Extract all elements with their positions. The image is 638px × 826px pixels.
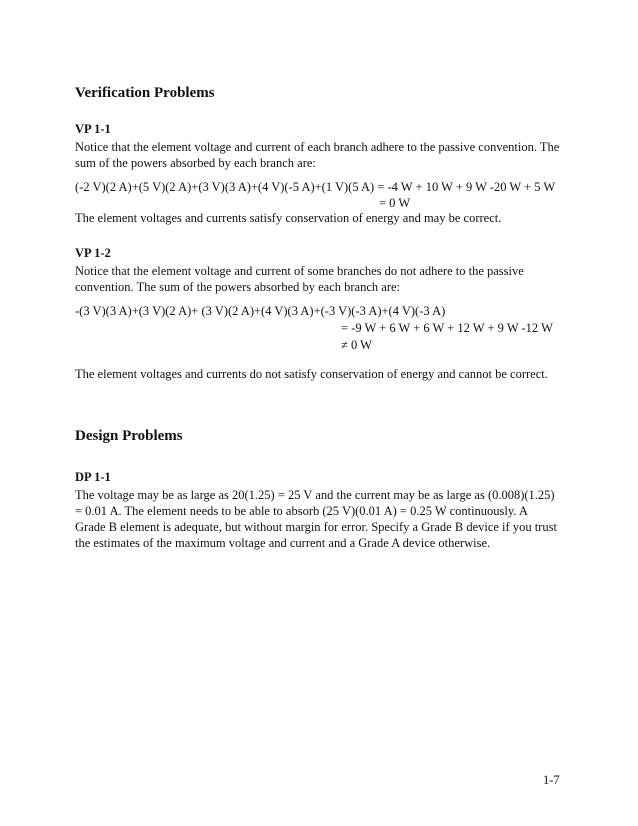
vp-1-1-intro-line-1: Notice that the element voltage and current of each branch adhere to the passive convention. The	[75, 140, 560, 154]
vp-1-1-label: VP 1-1	[75, 122, 111, 136]
vp-1-2-equation-line-3: ≠ 0 W	[341, 338, 372, 352]
vp-1-2-equation-line-2: = -9 W + 6 W + 6 W + 12 W + 9 W -12 W	[341, 321, 553, 335]
page-number: 1-7	[543, 773, 560, 787]
vp-1-2-equation-line-1: -(3 V)(3 A)+(3 V)(2 A)+ (3 V)(2 A)+(4 V)(3 A)+(-3 V)(-3 A)+(4 V)(-3 A)	[75, 304, 446, 318]
vp-1-1-conclusion: The element voltages and currents satisfy conservation of energy and may be correct.	[75, 211, 502, 225]
dp-1-1-line-4: the estimates of the maximum voltage and current and a Grade A device otherwise.	[75, 536, 491, 550]
vp-1-1-intro-line-2: sum of the powers absorbed by each branch are:	[75, 156, 316, 170]
vp-1-1-equation-line-1: (-2 V)(2 A)+(5 V)(2 A)+(3 V)(3 A)+(4 V)(-5 A)+(1 V)(5 A) = -4 W + 10 W + 9 W -20 W + 5 W	[75, 180, 556, 194]
vp-1-2-conclusion: The element voltages and currents do not satisfy conservation of energy and cannot be correct.	[75, 367, 548, 381]
dp-1-1-line-2: = 0.01 A. The element needs to be able to absorb (25 V)(0.01 A) = 0.25 W continuously. A	[75, 504, 528, 518]
verification-problems-heading: Verification Problems	[75, 85, 215, 101]
dp-1-1-line-3: Grade B element is adequate, but without margin for error. Specify a Grade B device if you trust	[75, 520, 557, 534]
dp-1-1-label: DP 1-1	[75, 470, 111, 484]
design-problems-heading: Design Problems	[75, 428, 183, 444]
vp-1-1-equation-line-2: = 0 W	[379, 196, 411, 210]
vp-1-2-intro-line-2: convention. The sum of the powers absorbed by each branch are:	[75, 280, 401, 294]
vp-1-2-label: VP 1-2	[75, 246, 111, 260]
dp-1-1-line-1: The voltage may be as large as 20(1.25) = 25 V and the current may be as large as (0.008)(1.25)	[75, 488, 555, 502]
vp-1-2-intro-line-1: Notice that the element voltage and current of some branches do not adhere to the passive	[75, 264, 524, 278]
